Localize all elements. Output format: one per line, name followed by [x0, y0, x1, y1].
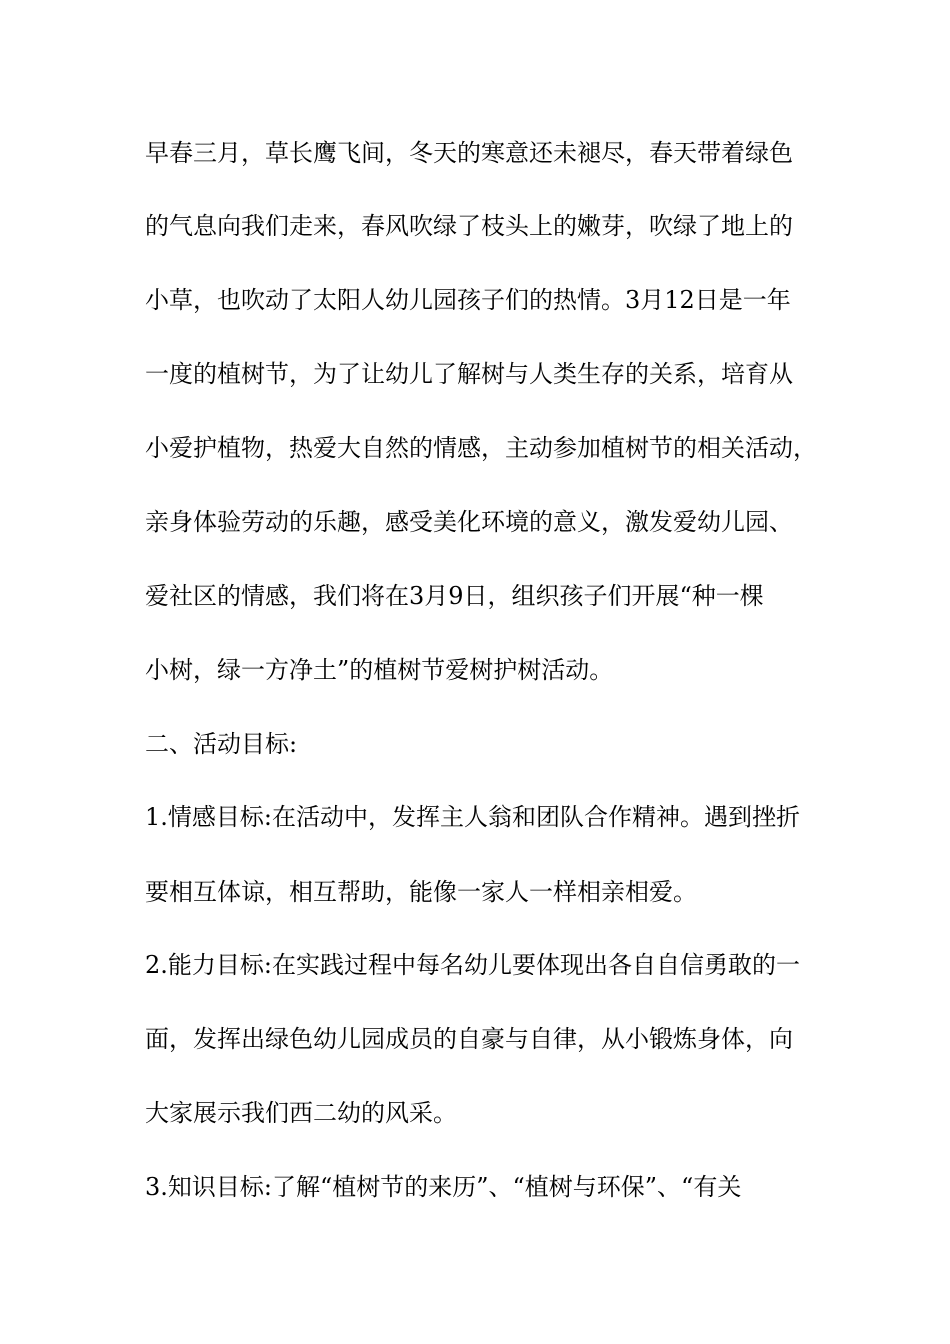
objective-3-line-1: 3.知识目标:了解“植树节的来历”、“植树与环保”、“有关	[145, 1173, 742, 1201]
objective-2-line-2: 面，发挥出绿色幼儿园成员的自豪与自律，从小锻炼身体，向	[145, 1025, 793, 1053]
objective-2-line-1: 2.能力目标:在实践过程中每名幼儿要体现出各自自信勇敢的一	[145, 951, 800, 979]
intro-paragraph-line-4: 一度的植树节，为了让幼儿了解树与人类生存的关系，培育从	[145, 360, 793, 388]
section-heading-objectives: 二、活动目标:	[145, 730, 298, 758]
intro-paragraph-line-7: 爱社区的情感，我们将在3月9日，组织孩子们开展“种一棵	[145, 582, 764, 610]
intro-paragraph-line-6: 亲身体验劳动的乐趣，感受美化环境的意义，激发爱幼儿园、	[145, 508, 793, 536]
intro-paragraph-line-8: 小树，绿一方净土”的植树节爱树护树活动。	[145, 656, 614, 684]
objective-1-line-2: 要相互体谅，相互帮助，能像一家人一样相亲相爱。	[145, 878, 697, 906]
objective-2-line-3: 大家展示我们西二幼的风采。	[145, 1099, 457, 1127]
intro-paragraph-line-1: 早春三月，草长鹰飞间，冬天的寒意还未褪尽，春天带着绿色	[145, 139, 793, 167]
intro-paragraph-line-5: 小爱护植物，热爱大自然的情感，主动参加植树节的相关活动，	[145, 434, 817, 462]
objective-1-line-1: 1.情感目标:在活动中，发挥主人翁和团队合作精神。遇到挫折	[145, 803, 800, 831]
intro-paragraph-line-3: 小草，也吹动了太阳人幼儿园孩子们的热情。3月12日是一年	[145, 286, 791, 314]
intro-paragraph-line-2: 的气息向我们走来，春风吹绿了枝头上的嫩芽，吹绿了地上的	[145, 212, 793, 240]
